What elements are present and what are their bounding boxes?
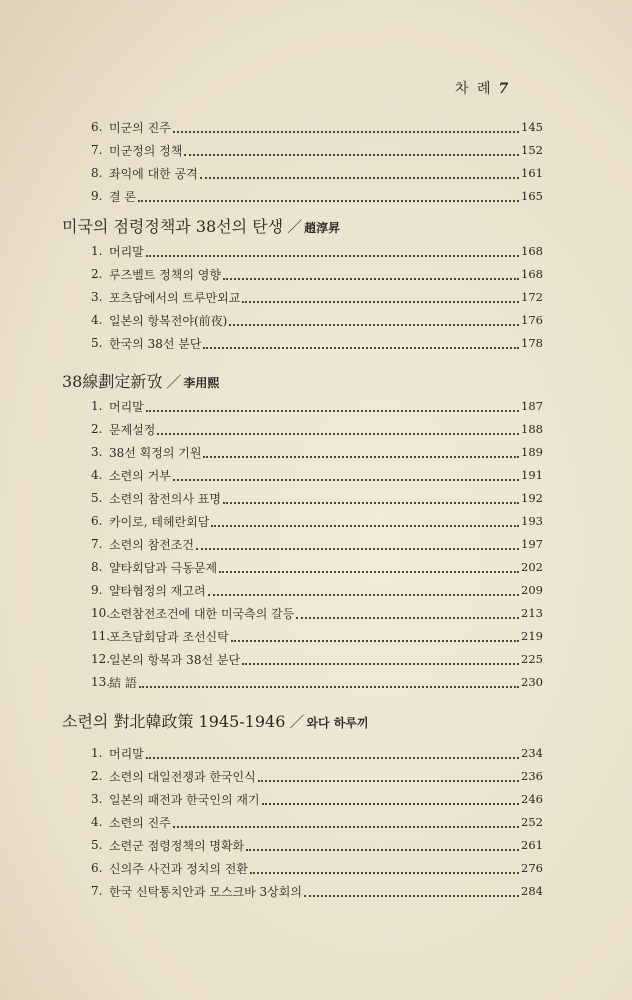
toc-entry bbox=[91, 627, 543, 645]
toc-entry bbox=[91, 604, 543, 622]
section-heading: 미국의 점령정책과 38선의 탄생 ／ 趙淳昇 bbox=[62, 217, 341, 236]
entry-number: 2. bbox=[91, 769, 103, 783]
dot-leader bbox=[146, 756, 519, 759]
entry-page: 246 bbox=[521, 792, 543, 806]
entry-page: 188 bbox=[521, 422, 543, 436]
entry-number: 3. bbox=[91, 445, 103, 459]
entry-number: 9. bbox=[91, 583, 103, 597]
entry-number: 1. bbox=[91, 746, 103, 760]
entry-page: 172 bbox=[521, 290, 543, 304]
section-author: 와다 하루끼 bbox=[306, 716, 369, 730]
dot-leader bbox=[231, 639, 519, 642]
entry-page: 197 bbox=[521, 537, 543, 551]
toc-entry bbox=[91, 288, 543, 306]
entry-page: 284 bbox=[521, 884, 543, 898]
toc-entry bbox=[91, 141, 543, 159]
entry-label: 카이로, 테헤란회담 bbox=[109, 514, 210, 529]
entry-label: 한국 신탁통치안과 모스크바 3상회의 bbox=[109, 884, 302, 899]
toc-entry bbox=[91, 187, 543, 205]
entry-number: 1. bbox=[91, 399, 103, 413]
dot-leader bbox=[262, 802, 519, 805]
entry-label: 소련의 참전조건 bbox=[109, 537, 194, 552]
toc-entry bbox=[91, 650, 543, 668]
dot-leader bbox=[223, 277, 519, 280]
page-number: 7 bbox=[498, 81, 511, 97]
entry-number: 4. bbox=[91, 313, 103, 327]
entry-number: 6. bbox=[91, 120, 103, 134]
entry-page: 176 bbox=[521, 313, 543, 327]
toc-entry bbox=[91, 466, 543, 484]
entry-page: 168 bbox=[521, 244, 543, 258]
entry-label: 미군정의 정책 bbox=[109, 143, 183, 158]
dot-leader bbox=[139, 685, 519, 688]
dot-leader bbox=[304, 894, 519, 897]
dot-leader bbox=[173, 478, 519, 481]
entry-page: 209 bbox=[521, 583, 543, 597]
toc-entry bbox=[91, 535, 543, 553]
entry-number: 5. bbox=[91, 838, 103, 852]
entry-number: 8. bbox=[91, 560, 103, 574]
dot-leader bbox=[208, 593, 519, 596]
entry-page: 225 bbox=[521, 652, 543, 666]
toc-entry bbox=[91, 334, 543, 352]
toc-entry bbox=[91, 859, 543, 877]
toc-entry bbox=[91, 420, 543, 438]
entry-label: 머리말 bbox=[109, 244, 144, 259]
dot-leader bbox=[219, 570, 519, 573]
dot-leader bbox=[211, 524, 519, 527]
dot-leader bbox=[246, 848, 519, 851]
dot-leader bbox=[146, 254, 519, 257]
entry-number: 6. bbox=[91, 861, 103, 875]
entry-page: 165 bbox=[521, 189, 543, 203]
entry-label: 38선 획정의 기원 bbox=[109, 445, 202, 460]
dot-leader bbox=[196, 547, 519, 550]
running-head-label: 차 례 bbox=[455, 81, 493, 97]
entry-number: 7. bbox=[91, 143, 103, 157]
entry-page: 213 bbox=[521, 606, 543, 620]
entry-label: 좌익에 대한 공격 bbox=[109, 166, 198, 181]
entry-page: 236 bbox=[521, 769, 543, 783]
entry-number: 10. bbox=[91, 606, 111, 620]
entry-page: 219 bbox=[521, 629, 543, 643]
entry-page: 252 bbox=[521, 815, 543, 829]
toc-entry bbox=[91, 242, 543, 260]
entry-label: 소련참전조건에 대한 미국측의 갈등 bbox=[109, 606, 295, 621]
entry-number: 4. bbox=[91, 468, 103, 482]
entry-page: 161 bbox=[521, 166, 543, 180]
dot-leader bbox=[184, 153, 519, 156]
toc-entry bbox=[91, 673, 543, 691]
dot-leader bbox=[258, 779, 519, 782]
entry-number: 7. bbox=[91, 537, 103, 551]
entry-page: 191 bbox=[521, 468, 543, 482]
entry-number: 5. bbox=[91, 491, 103, 505]
entry-label: 결 론 bbox=[109, 189, 136, 204]
toc-entry bbox=[91, 836, 543, 854]
entry-number: 7. bbox=[91, 884, 103, 898]
toc-entry bbox=[91, 311, 543, 329]
entry-page: 202 bbox=[521, 560, 543, 574]
entry-page: 192 bbox=[521, 491, 543, 505]
entry-page: 187 bbox=[521, 399, 543, 413]
entry-label: 소련군 점령정책의 명확화 bbox=[109, 838, 245, 853]
entry-page: 276 bbox=[521, 861, 543, 875]
entry-number: 6. bbox=[91, 514, 103, 528]
toc-entry bbox=[91, 489, 543, 507]
toc-entry bbox=[91, 558, 543, 576]
entry-label: 얄타협정의 재고려 bbox=[109, 583, 206, 598]
toc-entry bbox=[91, 443, 543, 461]
entry-label: 結 語 bbox=[109, 675, 137, 690]
entry-page: 189 bbox=[521, 445, 543, 459]
entry-label: 포츠담회담과 조선신탁 bbox=[109, 629, 229, 644]
dot-leader bbox=[173, 825, 519, 828]
toc-entry bbox=[91, 882, 543, 900]
section-heading: 소련의 對北韓政策 1945-1946 ／ 와다 하루끼 bbox=[62, 712, 369, 731]
entry-page: 193 bbox=[521, 514, 543, 528]
dot-leader bbox=[173, 130, 519, 133]
dot-leader bbox=[157, 432, 519, 435]
entry-label: 신의주 사건과 정치의 전환 bbox=[109, 861, 248, 876]
section-heading: 38線劃定新攷 ／ 李用熙 bbox=[62, 372, 220, 391]
entry-number: 2. bbox=[91, 267, 103, 281]
entry-page: 145 bbox=[521, 120, 543, 134]
toc-entry bbox=[91, 265, 543, 283]
entry-page: 152 bbox=[521, 143, 543, 157]
entry-number: 12. bbox=[91, 652, 111, 666]
dot-leader bbox=[203, 455, 519, 458]
entry-number: 3. bbox=[91, 792, 103, 806]
toc-entry bbox=[91, 790, 543, 808]
toc-entry bbox=[91, 813, 543, 831]
entry-number: 5. bbox=[91, 336, 103, 350]
entry-number: 13. bbox=[91, 675, 111, 689]
toc-entry bbox=[91, 581, 543, 599]
toc-entry bbox=[91, 397, 543, 415]
dot-leader bbox=[296, 616, 519, 619]
toc-entry bbox=[91, 118, 543, 136]
dot-leader bbox=[200, 176, 519, 179]
entry-page: 234 bbox=[521, 746, 543, 760]
toc-entry bbox=[91, 512, 543, 530]
entry-number: 3. bbox=[91, 290, 103, 304]
entry-label: 일본의 항복과 38선 분단 bbox=[109, 652, 241, 667]
entry-page: 230 bbox=[521, 675, 543, 689]
entry-number: 1. bbox=[91, 244, 103, 258]
entry-number: 4. bbox=[91, 815, 103, 829]
entry-page: 261 bbox=[521, 838, 543, 852]
section-author: 趙淳昇 bbox=[304, 221, 341, 235]
entry-page: 178 bbox=[521, 336, 543, 350]
entry-label: 포츠담에서의 트루만외교 bbox=[109, 290, 241, 305]
entry-label: 일본의 항복전야(前夜) bbox=[109, 313, 228, 328]
entry-label: 소련의 참전의사 표명 bbox=[109, 491, 221, 506]
dot-leader bbox=[138, 199, 519, 202]
entry-number: 8. bbox=[91, 166, 103, 180]
toc-entry bbox=[91, 744, 543, 762]
section-title: 소련의 對北韓政策 1945-1946 bbox=[62, 712, 286, 731]
entry-label: 루즈벨트 정책의 영향 bbox=[109, 267, 221, 282]
dot-leader bbox=[146, 409, 519, 412]
entry-number: 2. bbox=[91, 422, 103, 436]
entry-page: 168 bbox=[521, 267, 543, 281]
entry-label: 소련의 거부 bbox=[109, 468, 171, 483]
dot-leader bbox=[250, 871, 519, 874]
entry-label: 한국의 38선 분단 bbox=[109, 336, 202, 351]
toc-entry bbox=[91, 767, 543, 785]
section-title: 미국의 점령정책과 38선의 탄생 bbox=[62, 217, 284, 236]
section-author: 李用熙 bbox=[183, 376, 220, 390]
entry-label: 소련의 진주 bbox=[109, 815, 171, 830]
running-head bbox=[455, 78, 510, 98]
dot-leader bbox=[203, 346, 519, 349]
dot-leader bbox=[242, 662, 519, 665]
dot-leader bbox=[242, 300, 519, 303]
entry-label: 문제설정 bbox=[109, 422, 156, 437]
dot-leader bbox=[229, 323, 519, 326]
entry-number: 9. bbox=[91, 189, 103, 203]
entry-label: 일본의 패전과 한국인의 재기 bbox=[109, 792, 260, 807]
entry-label: 소련의 대일전쟁과 한국인식 bbox=[109, 769, 256, 784]
dot-leader bbox=[223, 501, 519, 504]
toc-entry bbox=[91, 164, 543, 182]
entry-label: 머리말 bbox=[109, 746, 144, 761]
entry-label: 머리말 bbox=[109, 399, 144, 414]
entry-label: 얄타회담과 극동문제 bbox=[109, 560, 218, 575]
entry-label: 미군의 진주 bbox=[109, 120, 171, 135]
section-title: 38線劃定新攷 bbox=[62, 372, 163, 391]
entry-number: 11. bbox=[91, 629, 111, 643]
